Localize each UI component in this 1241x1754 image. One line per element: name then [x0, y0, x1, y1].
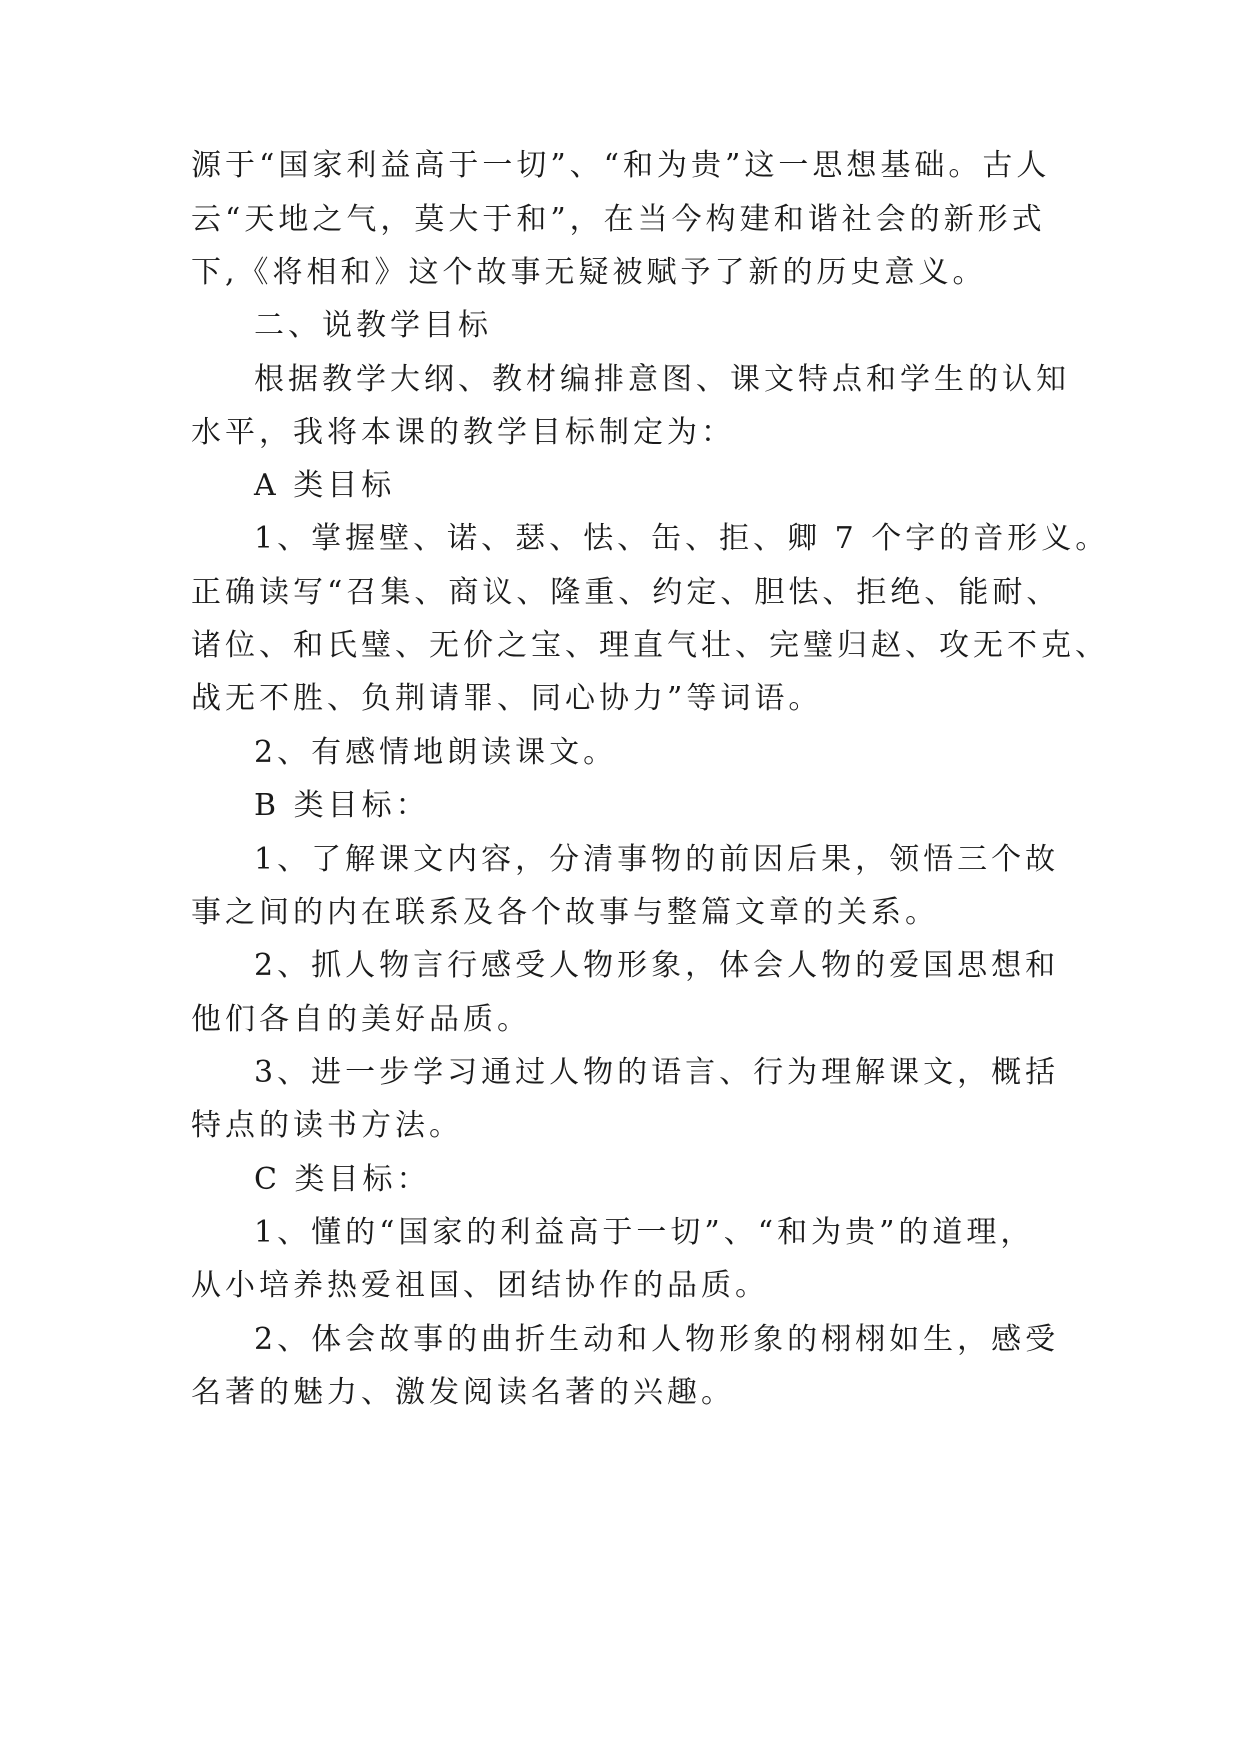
list-item: 1、懂的“国家的利益高于一切”、“和为贵”的道理， [254, 1215, 1035, 1250]
paragraph-line: 事之间的内在联系及各个故事与整篇文章的关系。 [191, 895, 939, 930]
paragraph-line: 战无不胜、负荆请罪、同心协力”等词语。 [191, 681, 823, 716]
paragraph-line: 源于“国家利益高于一切”、“和为贵”这一思想基础。古人 [191, 148, 1051, 183]
paragraph-line: 云“天地之气，莫大于和”，在当今构建和谐社会的新形式 [191, 202, 1046, 237]
list-item: 1、了解课文内容，分清事物的前因后果，领悟三个故 [254, 842, 1060, 877]
paragraph-line: 从小培养热爱祖国、团结协作的品质。 [191, 1268, 769, 1303]
paragraph-line: 特点的读书方法。 [191, 1108, 463, 1143]
paragraph-line: 诸位、和氏璧、无价之宝、理直气壮、完璧归赵、攻无不克、 [191, 628, 1109, 663]
subsection-heading: C 类目标： [254, 1162, 431, 1197]
paragraph-line: 水平，我将本课的教学目标制定为： [191, 415, 735, 450]
paragraph-line: 名著的魅力、激发阅读名著的兴趣。 [191, 1375, 735, 1410]
subsection-heading: B 类目标： [254, 788, 430, 823]
paragraph-line: 他们各自的美好品质。 [191, 1002, 531, 1037]
paragraph-line: 下,《将相和》这个故事无疑被赋予了新的历史意义。 [191, 255, 987, 290]
list-item: 1、掌握壁、诺、瑟、怯、缶、拒、卿 7 个字的音形义。 [254, 521, 1110, 556]
section-heading: 二、说教学目标 [254, 308, 492, 343]
list-item: 2、抓人物言行感受人物形象，体会人物的爱国思想和 [254, 948, 1060, 983]
list-item: 3、进一步学习通过人物的语言、行为理解课文，概括 [254, 1055, 1060, 1090]
list-item: 2、有感情地朗读课文。 [254, 735, 618, 770]
list-item: 2、体会故事的曲折生动和人物形象的栩栩如生，感受 [254, 1322, 1060, 1357]
paragraph-line: 正确读写“召集、商议、隆重、约定、胆怯、拒绝、能耐、 [191, 575, 1061, 610]
paragraph-line: 根据教学大纲、教材编排意图、课文特点和学生的认知 [254, 362, 1070, 397]
subsection-heading: A 类目标 [254, 468, 396, 503]
